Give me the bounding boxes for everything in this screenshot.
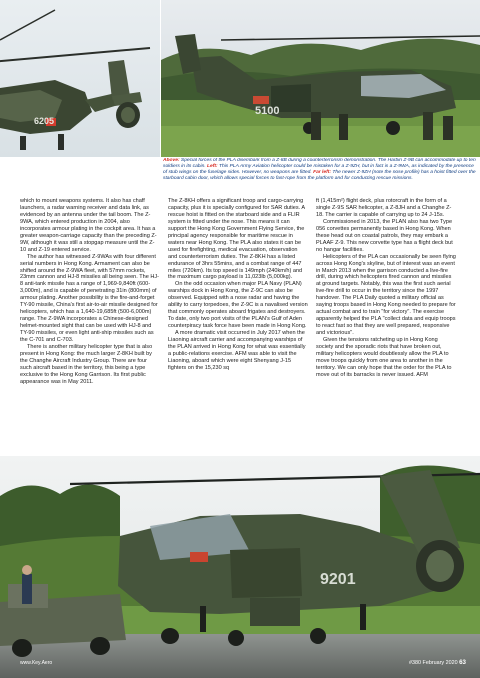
caption-above-label: Above: — [163, 158, 180, 163]
helicopter-photo-bottom — [0, 456, 480, 678]
tail-number-bottom: 9201 — [320, 571, 356, 588]
col2-para-2: On the odd occasion when major PLA Navy (PLAN) warships dock in Hong Kong, the Z-9C can also be observed. Equipped with a nose radar and having the ability to carry torpedoes, the Z-9C is a navalised version that commonly operates aboard frigates and destroyers. To date, only two port visits of the PLAN's Gulf of Aden counterpiracy task force have been made in Hong Kong. — [168, 281, 308, 330]
text-column-1 — [20, 198, 160, 456]
col3-para-4: Given the tensions ratcheting up in Hong Kong society and the sporadic riots that have broken out, military helicopters would doubtlessly allow the PLA to move troops quickly from one area to another in the territory. We can only hope that the order for the PLA to move out of its barracks is never issued. AFM — [316, 337, 452, 378]
photo-z9zh-on-ground — [0, 456, 480, 678]
caption-above-text: Special forces of the PLA disembark from a Z-8B during a counterterrorism demonstration. The Harbin Z-9B can accommodate up to ten soldiers in its cabin. — [163, 158, 476, 170]
col1-para-1: which to mount weapons systems. It also has chaff launchers, a radar warning receiver and data link, as evidenced by an antenna under the tail boom. The Z-9WA, which entered production in 2004, also incorporates armour plating in the cockpit area. It has a greater weapon-carriage capacity than the preceding Z-9W, although it was still a stopgap measure until the Z-10 and Z-19 entered service. — [20, 198, 157, 253]
footer-issue: #380 February 2020 — [409, 660, 458, 666]
caption-farleft-label: Far left: — [313, 170, 332, 176]
col3-para-1: ft (1,415m²) flight deck, plus rotorcraft in the form of a single Z-9S SAR helicopter, a Z-8JH and a Changhe Z-18. The carrier is capable of carrying up to 24 J-15s. — [316, 198, 452, 218]
col3-para-3: Helicopters of the PLA can occasionally be seen flying across Hong Kong's skyline, but of interest was an event in March 2013 when the garrison conducted a live-fire drill, during which helicopters fired cannon and missiles at ground targets. Notably, this was the first such aerial live-fire drill to occur in the territory since the 1997 handover. The PLA Daily quoted a military official as saying troops based in Hong Kong needed to prepare for actual combat and to train "for victory". The exercise apparently helped the PLA "collect data and equip troops to react fast so that they are well prepared, responsive and victorious". — [316, 253, 456, 337]
page-number: 63 — [459, 659, 466, 666]
caption-farleft-text: The newer Z-9ZH (note the nose profile) has a hoist fitted over the starboard cabin door, which allows special forces to fast-rope from the platform and for conducting rescue missions. — [163, 170, 476, 182]
footer-issue-and-page — [409, 659, 466, 666]
helicopter-photo-left — [0, 0, 160, 157]
photo-caption — [163, 158, 476, 194]
col3-para-2: Commissioned in 2013, the PLAN also has two Type 056 corvettes permanently based in Hong Kong. When these head out on coastal patrols, they may embark a PLAAF Z-9. This new corvette type has a flight deck but no hangar facilities. — [316, 218, 453, 253]
col1-para-2: The author has witnessed Z-9WAs with four different serial numbers in Hong Kong. Armament can also be shifted around the Z-9WA fleet, with 57mm rockets, 23mm cannon and HJ-8 missiles all being seen. The HJ-8 anti-tank missile has a range of 1,969-9,840ft (600-3,000m), and is capable of penetrating 31in (800mm) of armour plating. Another possibility is the fire-and-forget TY-90 missile, China's first air-to-air missile designed for helicopters, which has a 1,640-19,685ft (500-6,000m) range. The Z-9WA incorporates a Chinese-designed helmet-mounted sight that can be used with HJ-8 and TY-90 missiles, or even light anti-ship missiles such as the C-701 and C-703. — [20, 253, 159, 344]
caption-left-label: Left: — [207, 164, 218, 170]
photo-z9wa-in-flight — [0, 0, 160, 157]
tail-number-left: 6205 — [34, 116, 55, 126]
col1-para-3: There is another military helicopter type that is also present in Hong Kong: the much larger Z-8KH built by the Changhe Aircraft Industry Group. There are four such aircraft based in the territory, this being a type exclusive to the Hong Kong Garrison. Its first public appearance was in May 2011. — [20, 344, 153, 385]
tail-number-right: 5100 — [255, 105, 280, 117]
col2-para-3: A more dramatic visit occurred in July 2017 when the Liaoning aircraft carrier and accompanying warships of the PLAN arrived in Hong Kong for what was essentially a public-relations exercise. AFM was able to visit the Liaoning, aboard which were eight Shenyang J-15 fighters on the 15,230 sq — [168, 330, 306, 371]
helicopter-photo-right — [161, 0, 480, 157]
photo-z9-special-forces — [161, 0, 480, 157]
col2-para-1: The Z-8KH offers a significant troop and cargo-carrying capacity, plus it is specially configured for SAR duties. A rescue hoist is fitted on the starboard side and a FLIR system is fitted under the nose. This means it can support the Hong Kong Government Flying Service, the principal agency responsible for maritime rescue in waters near Hong Kong. The PLA also states it can be used for firefighting, medical evacuation, observation and counterterrorism duties. The Z-8KH has a listed endurance of 3hrs 55mins, and a combat range of 447 miles (720km). Its top speed is 149mph (240km/h) and the maximum cargo payload is 11,023lb (5,000kg). — [168, 198, 305, 281]
text-column-3 — [316, 198, 456, 456]
text-column-2 — [168, 198, 308, 456]
footer-website: www.Key.Aero — [20, 660, 53, 666]
caption-left-text: This PLA Army Aviation helicopter could be mistaken for a Z-9ZH, but in fact is a Z-9WA, as indicated by the presence of stub wings on the fuselage sides. However, no weapons are fitted. — [163, 164, 474, 176]
